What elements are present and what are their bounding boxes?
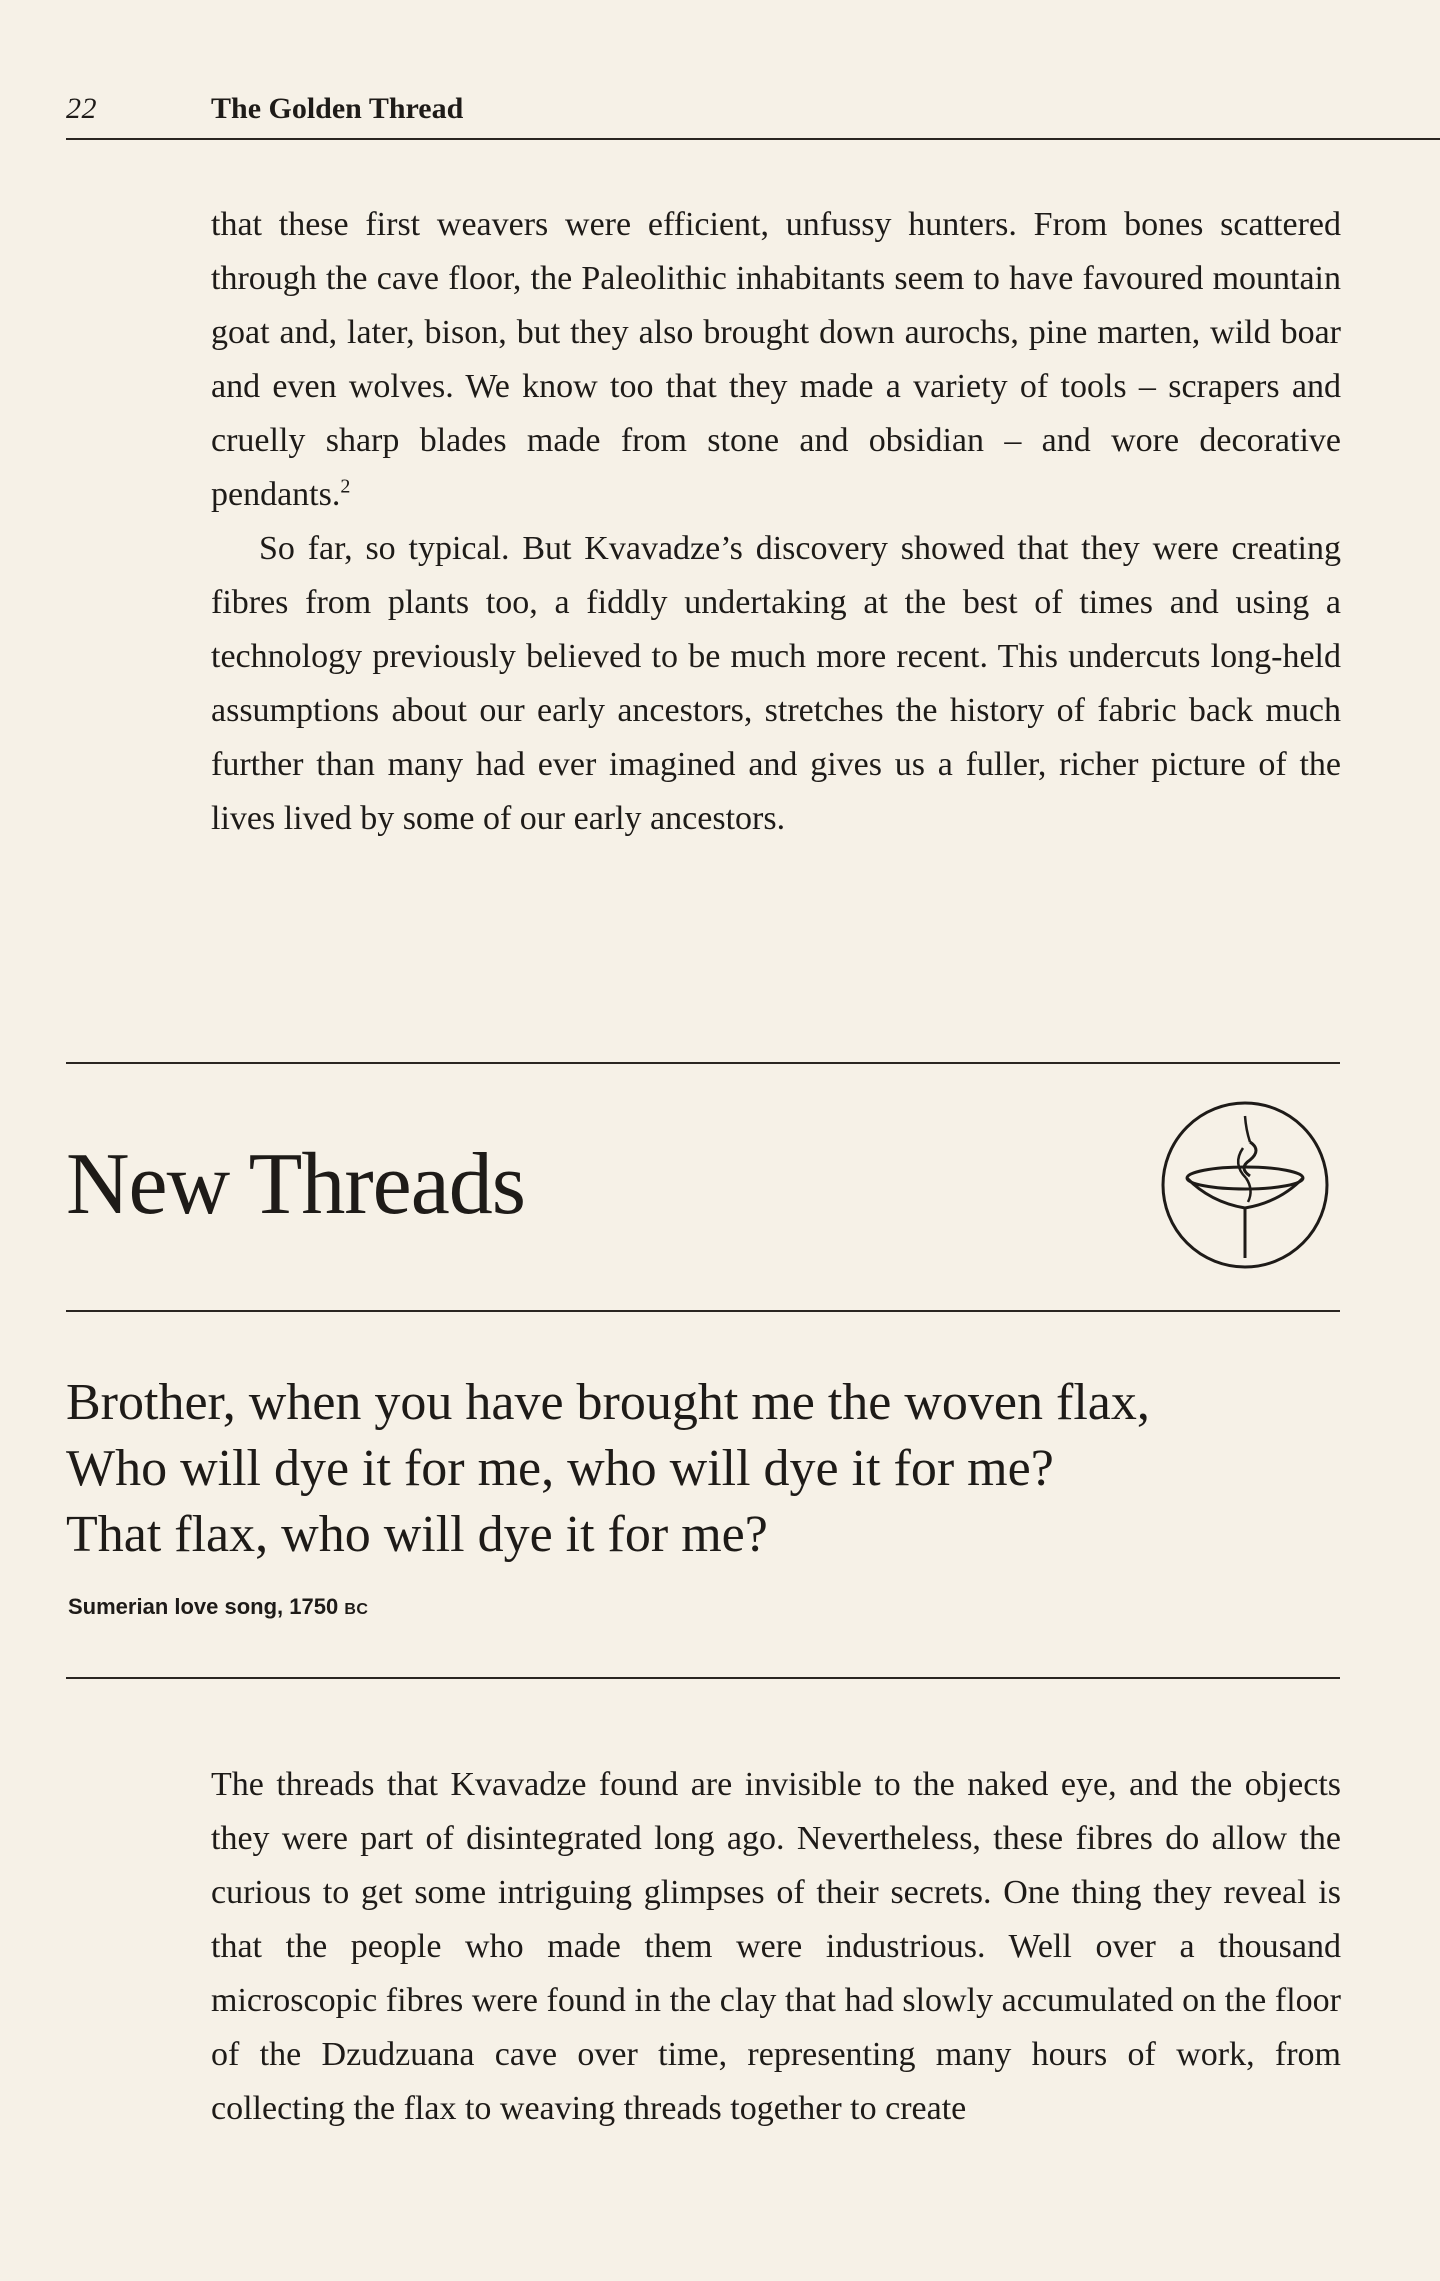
body-text-bottom — [211, 1758, 1341, 2136]
paragraph — [211, 198, 1341, 522]
paragraph-text: The threads that Kvavadze found are invisible to the naked eye, and the objects they were part of disintegrated long ago. Nevertheless, these fibres do allow the curious to get some intriguing glimpses of their secrets. One thing they reveal is that the people who made them were industrious. Well over a thousand microscopic fibres were found in the clay that had slowly accumulated on the floor of the Dzudzuana cave over time, representing many hours of work, from collecting the flax to weaving threads together to create — [211, 1766, 1341, 2127]
paragraph-text: So far, so typical. But Kvavadze’s discovery showed that they were creating fibres from plants too, a fiddly undertaking at the best of times and using a technology previously believed to be much more recent. This undercuts long-held assumptions about our early ancestors, stretches the history of fabric back much further than many had ever imagined and gives us a fuller, richer picture of the lives lived by some of our early ancestors. — [211, 530, 1341, 837]
paragraph-text: that these first weavers were efficient, unfussy hunters. From bones scattered through the cave floor, the Paleolithic inhabitants seem to have favoured mountain goat and, later, bison, but they also brought down aurochs, pine marten, wild boar and even wolves. We know too that they made a variety of tools – scrapers and cruelly sharp blades made from stone and obsidian – and wore decorative pendants. — [211, 206, 1341, 513]
drop-spindle-icon — [1150, 1090, 1340, 1280]
section-rule-middle — [66, 1310, 1340, 1312]
epigraph-line: Who will dye it for me, who will dye it for me? — [66, 1440, 1054, 1497]
footnote-marker[interactable]: 2 — [340, 475, 351, 498]
running-title: The Golden Thread — [211, 92, 464, 125]
page-header — [66, 92, 1440, 140]
paragraph — [211, 1758, 1341, 2136]
section-rule-bottom — [66, 1677, 1340, 1679]
epigraph-source-text: Sumerian love song, 1750 — [68, 1594, 345, 1619]
epigraph-source — [68, 1594, 368, 1620]
header-rule — [66, 138, 1440, 140]
paragraph — [211, 522, 1341, 846]
body-text-top — [211, 198, 1341, 846]
section-rule-top — [66, 1062, 1340, 1064]
epigraph-line: Brother, when you have brought me the woven flax, — [66, 1374, 1150, 1431]
epigraph-source-era: BC — [344, 1601, 369, 1618]
epigraph — [66, 1370, 1346, 1568]
page-number: 22 — [66, 92, 97, 125]
epigraph-line: That flax, who will dye it for me? — [66, 1506, 768, 1563]
section-title: New Threads — [66, 1136, 525, 1233]
